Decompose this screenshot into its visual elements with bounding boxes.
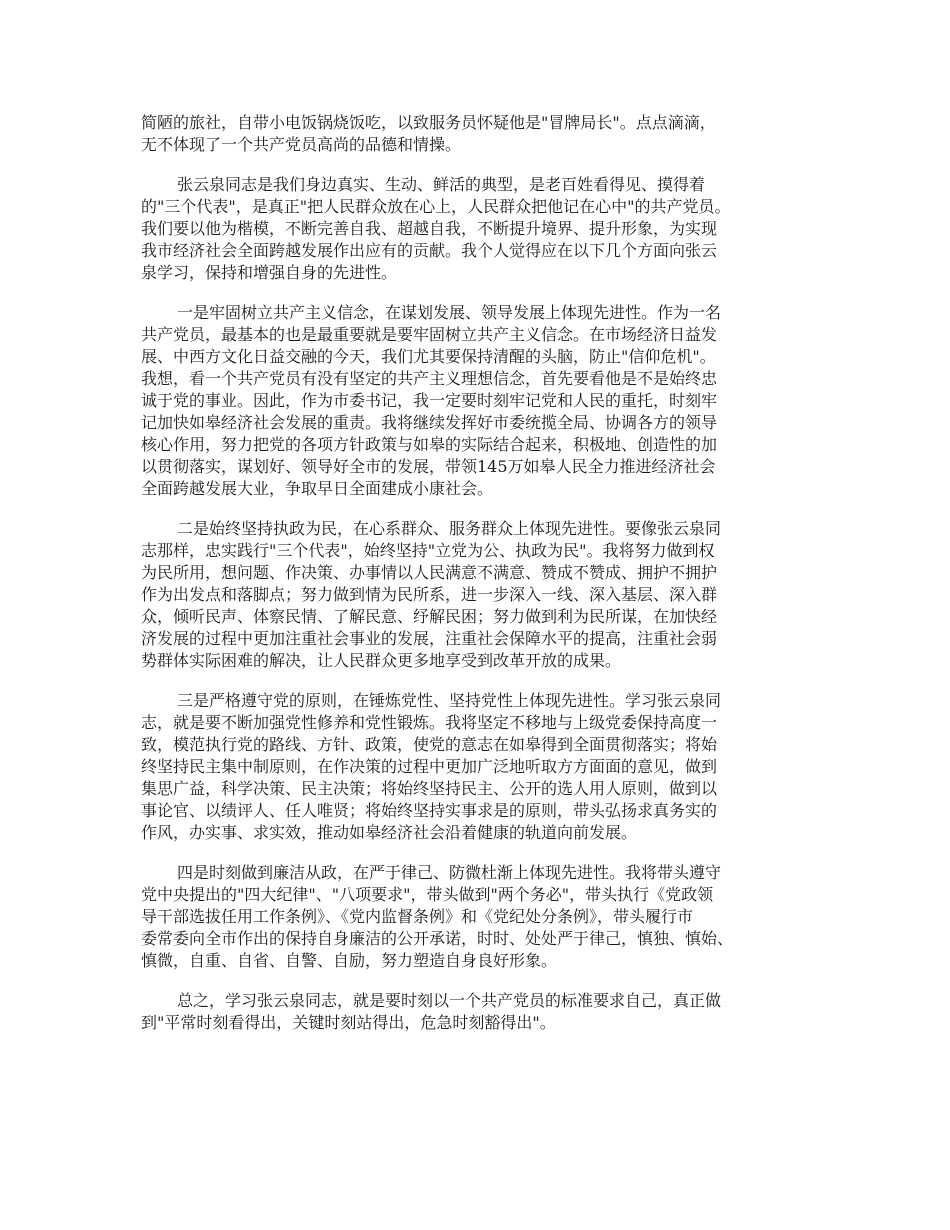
- document-page: [141, 112, 831, 1034]
- paragraph-gap: [141, 500, 831, 518]
- text-line: 的"三个代表"，是真正"把人民群众放在心上，人民群众把他记在心中"的共产党员。: [141, 197, 731, 216]
- text-line: 致，模范执行党的路线、方针、政策，使党的意志在如皋得到全面贯彻落实；将始: [141, 735, 718, 754]
- text-line: 三是严格遵守党的原则，在锤炼党性、坚持党性上体现先进性。学习张云泉同: [177, 691, 722, 710]
- text-line: 我想，看一个共产党员有没有坚定的共产主义理想信念，首先要看他是不是始终忠: [141, 369, 718, 388]
- text-line: 简陋的旅社，自带小电饭锅烧饭吃，以致服务员怀疑他是"冒牌局长"。点点滴滴，: [141, 113, 716, 132]
- text-line: 共产党员，最基本的也是最重要就是要牢固树立共产主义信念。在市场经济日益发: [141, 325, 718, 344]
- text-line: 众，倾听民声、体察民情、了解民意、纾解民困；努力做到利为民所谋，在加快经: [141, 607, 718, 626]
- text-line: 势群体实际困难的解决，让人民群众更多地享受到改革开放的成果。: [141, 651, 622, 670]
- paragraph-gap: [141, 844, 831, 862]
- paragraph-gap: [141, 972, 831, 990]
- text-line: 导干部选拔任用工作条例》、《党内监督条例》和《党纪处分条例》，带头履行市: [141, 907, 694, 926]
- text-line: 泉学习，保持和增强自身的先进性。: [141, 263, 398, 282]
- paragraph-gap: [141, 284, 831, 302]
- text-line: 到"平常时刻看得出，关键时刻站得出，危急时刻豁得出"。: [141, 1013, 556, 1032]
- text-line: 为民所用，想问题、作决策、办事情以人民满意不满意、赞成不赞成、拥护不拥护: [141, 563, 718, 582]
- text-line: 作为出发点和落脚点；努力做到情为民所系，进一步深入一线、深入基层、深入群: [141, 585, 718, 604]
- text-line: 志那样，忠实践行"三个代表"，始终坚持"立党为公、执政为民"。我将努力做到权: [141, 541, 715, 560]
- text-line: 核心作用，努力把党的各项方针政策与如皋的实际结合起来，积极地、创造性的加: [141, 435, 718, 454]
- paragraph: [141, 518, 831, 672]
- text-line: 我市经济社会全面跨越发展作出应有的贡献。我个人觉得应在以下几个方面向张云: [141, 241, 718, 260]
- text-line: 终坚持民主集中制原则，在作决策的过程中更加广泛地听取方方面面的意见，做到: [141, 757, 718, 776]
- paragraph: [141, 862, 831, 972]
- paragraph: [141, 690, 831, 844]
- text-line: 事论官、以绩评人、任人唯贤；将始终坚持实事求是的原则，带头弘扬求真务实的: [141, 801, 718, 820]
- paragraph: [141, 174, 831, 284]
- text-line: 集思广益，科学决策、民主决策；将始终坚持民主、公开的选人用人原则，做到以: [141, 779, 718, 798]
- text-line: 志，就是要不断加强党性修养和党性锻炼。我将坚定不移地与上级党委保持高度一: [141, 713, 718, 732]
- paragraph: [141, 302, 831, 500]
- text-line: 委常委向全市作出的保持自身廉洁的公开承诺，时时、处处严于律己，慎独、慎始、: [141, 929, 734, 948]
- text-line: 无不体现了一个共产党员高尚的品德和情操。: [141, 135, 462, 154]
- text-line: 全面跨越发展大业，争取早日全面建成小康社会。: [141, 479, 494, 498]
- text-line: 二是始终坚持执政为民，在心系群众、服务群众上体现先进性。要像张云泉同: [177, 519, 722, 538]
- text-line: 党中央提出的"四大纪律"、"八项要求"，带头做到"两个务必"，带头执行《党政领: [141, 885, 714, 904]
- text-line: 以贯彻落实，谋划好、领导好全市的发展，带领145万如皋人民全力推进经济社会: [141, 457, 716, 476]
- text-line: 我们要以他为楷模，不断完善自我、超越自我，不断提升境界、提升形象，为实现: [141, 219, 718, 238]
- text-line: 四是时刻做到廉洁从政，在严于律己、防微杜渐上体现先进性。我将带头遵守: [177, 863, 722, 882]
- text-line: 总之，学习张云泉同志，就是要时刻以一个共产党员的标准要求自己，真正做: [177, 991, 722, 1010]
- paragraph: [141, 112, 831, 156]
- text-line: 诚于党的事业。因此，作为市委书记，我一定要时刻牢记党和人民的重托，时刻牢: [141, 391, 718, 410]
- paragraph-gap: [141, 156, 831, 174]
- paragraph-gap: [141, 672, 831, 690]
- text-line: 济发展的过程中更加注重社会事业的发展，注重社会保障水平的提高，注重社会弱: [141, 629, 718, 648]
- text-line: 慎微，自重、自省、自警、自励，努力塑造自身良好形象。: [141, 951, 558, 970]
- text-line: 记加快如皋经济社会发展的重责。我将继续发挥好市委统揽全局、协调各方的领导: [141, 413, 718, 432]
- text-line: 展、中西方文化日益交融的今天，我们尤其要保持清醒的头脑，防止"信仰危机"。: [141, 347, 716, 366]
- text-line: 张云泉同志是我们身边真实、生动、鲜活的典型，是老百姓看得见、摸得着: [177, 175, 706, 194]
- paragraph: [141, 990, 831, 1034]
- text-line: 一是牢固树立共产主义信念，在谋划发展、领导发展上体现先进性。作为一名: [177, 303, 722, 322]
- text-line: 作风，办实事、求实效，推动如皋经济社会沿着健康的轨道向前发展。: [141, 823, 638, 842]
